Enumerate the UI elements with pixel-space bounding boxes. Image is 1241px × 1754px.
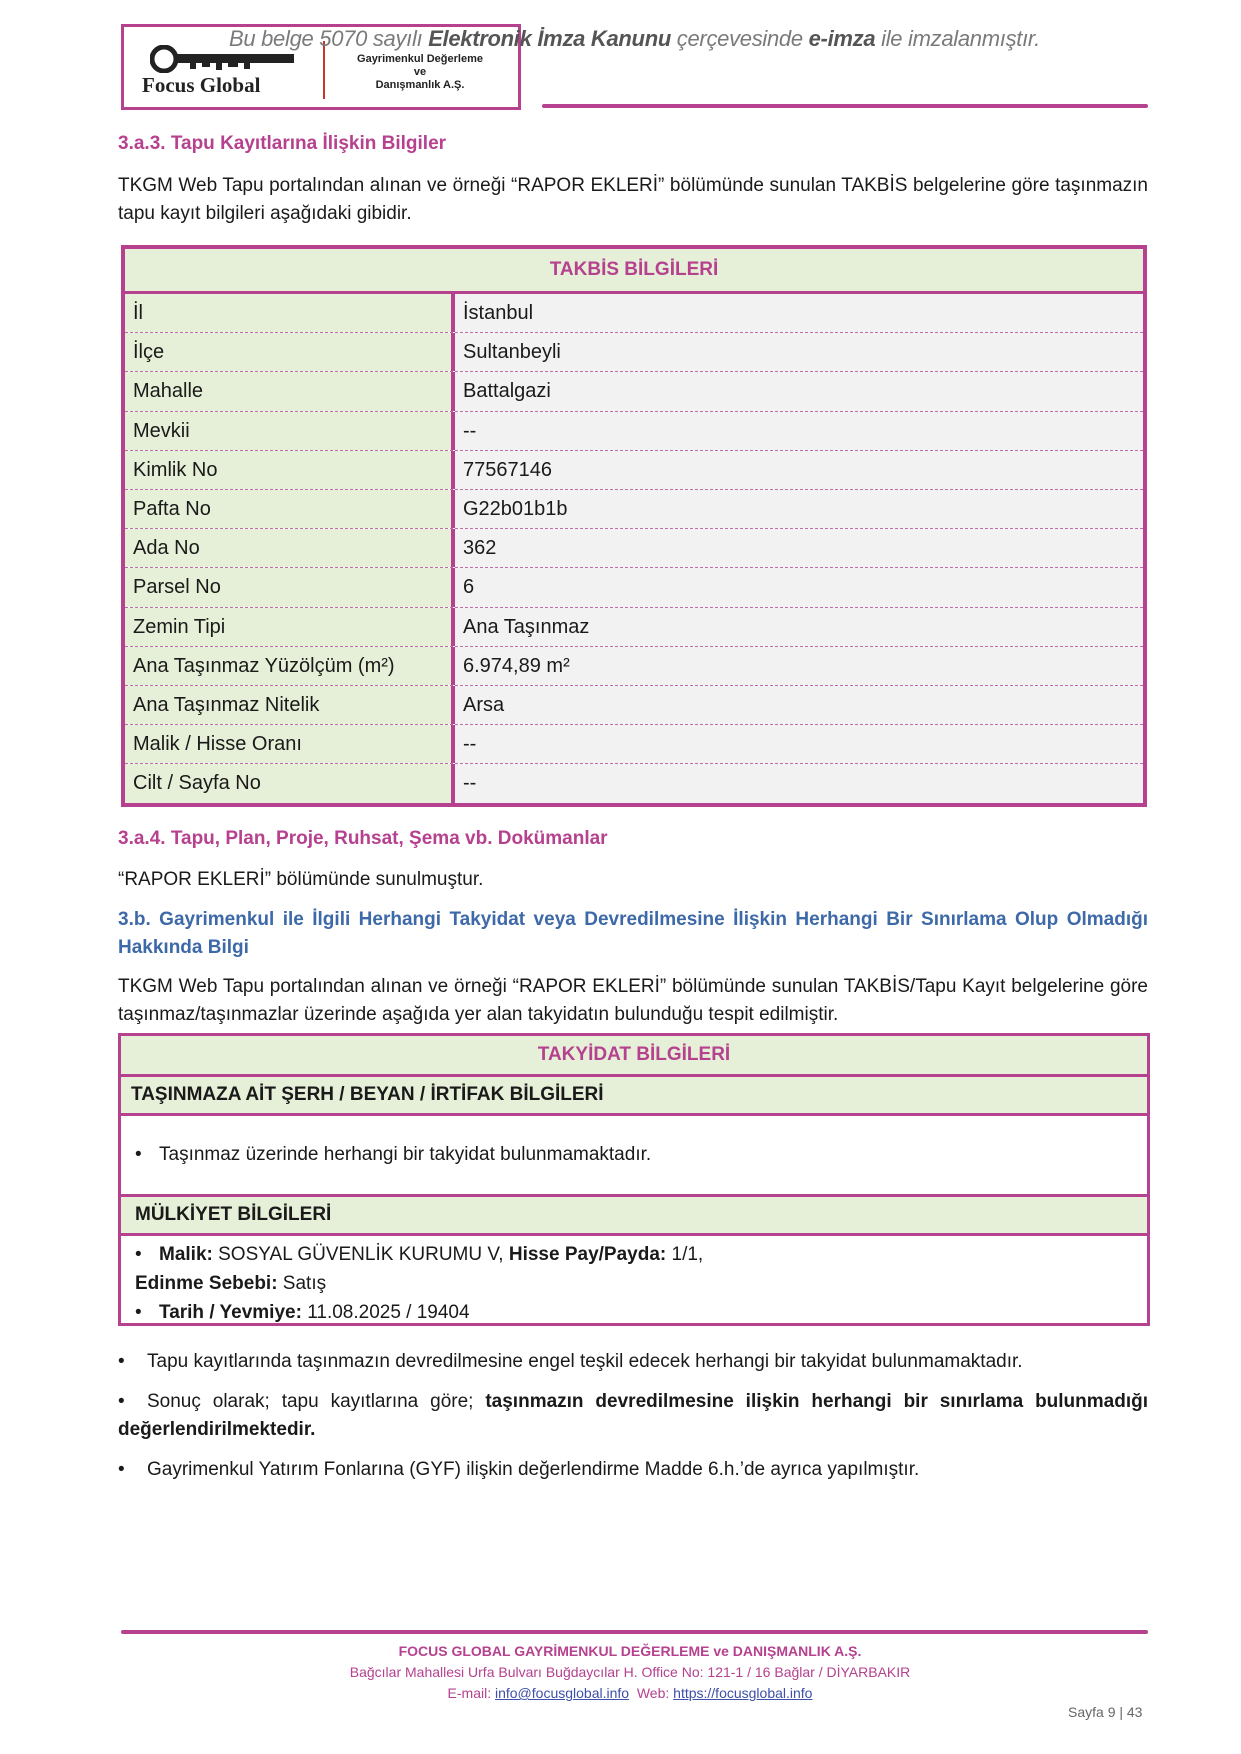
header-rule	[542, 104, 1148, 108]
row-label: Ada No	[125, 529, 455, 567]
bullet-2-bold: taşınmazın devredilmesine ilişkin herhangi bir sınırlama bulunmadığı değerlendirilmektedir.	[118, 1391, 1149, 1440]
row-value: 77567146	[455, 451, 1143, 489]
takbis-title: TAKBİS BİLGİLERİ	[125, 249, 1143, 294]
esign-eimza: e-imza	[808, 26, 876, 51]
email-label: E-mail:	[447, 1685, 495, 1701]
table-row	[125, 451, 1143, 490]
text-3a4: “RAPOR EKLERİ” bölümünde sunulmuştur.	[118, 869, 484, 890]
footer-rule	[121, 1630, 1148, 1634]
table-row	[125, 529, 1143, 568]
intro-3a3: TKGM Web Tapu portalından alınan ve örneği “RAPOR EKLERİ” bölümünde sunulan TAKBİS belgelerine göre taşınmazın tapu kayıt bilgileri aşağıdaki gibidir.	[118, 175, 1148, 224]
row-value: 362	[455, 529, 1143, 567]
row-label: Kimlik No	[125, 451, 455, 489]
table-row	[125, 333, 1143, 372]
hisse-label: Hisse Pay/Payda:	[508, 1244, 667, 1265]
logo-sub-line-2: ve	[413, 66, 427, 78]
tarih-line	[135, 1298, 1147, 1327]
table-row	[125, 294, 1143, 333]
bullet-icon: •	[135, 1144, 142, 1165]
hisse-value: 1/1,	[666, 1244, 704, 1265]
row-label: Cilt / Sayfa No	[125, 764, 455, 803]
row-label: Zemin Tipi	[125, 608, 455, 646]
malik-line	[135, 1240, 1147, 1269]
bullet-1-text: Tapu kayıtlarında taşınmazın devredilmesine engel teşkil edecek herhangi bir takyidat bulunmamaktadır.	[147, 1351, 1023, 1372]
bullet-1	[118, 1348, 1148, 1376]
row-label: Mahalle	[125, 372, 455, 410]
mulkiyet-section	[121, 1236, 1147, 1327]
row-label: Pafta No	[125, 490, 455, 528]
email-link[interactable]: info@focusglobal.info	[494, 1685, 630, 1701]
bullet-2	[118, 1388, 1148, 1444]
row-label: Ana Taşınmaz Yüzölçüm (m²)	[125, 647, 455, 685]
row-label: Parsel No	[125, 568, 455, 606]
footer-contact	[0, 1685, 1241, 1701]
bullet-icon: •	[135, 1302, 142, 1323]
logo-subtitle	[330, 53, 510, 92]
tarih-label: Tarih / Yevmiye:	[159, 1302, 302, 1323]
page-number: Sayfa 9 | 43	[1068, 1704, 1143, 1720]
esign-part: çerçevesinde	[670, 26, 809, 51]
table-row	[125, 568, 1143, 607]
table-row	[125, 490, 1143, 529]
row-value: Arsa	[455, 686, 1143, 724]
bullet-icon: •	[118, 1391, 125, 1412]
row-value: İstanbul	[455, 294, 1143, 332]
row-value: Sultanbeyli	[455, 333, 1143, 371]
row-label: Ana Taşınmaz Nitelik	[125, 686, 455, 724]
bullet-3	[118, 1456, 1148, 1484]
esign-law: Elektronik İmza Kanunu	[428, 26, 671, 51]
row-value: G22b01b1b	[455, 490, 1143, 528]
row-value: 6.974,89 m²	[455, 647, 1143, 685]
e-signature-notice	[229, 26, 1040, 52]
web-label: Web:	[629, 1685, 674, 1701]
takbis-rows	[125, 294, 1143, 803]
table-row	[125, 725, 1143, 764]
table-row	[125, 412, 1143, 451]
bullet-2-text: Sonuç olarak; tapu kayıtlarına göre;	[147, 1391, 486, 1412]
esign-part: ile imzalanmıştır.	[875, 26, 1040, 51]
takyidat-title: TAKYİDAT BİLGİLERİ	[121, 1036, 1147, 1077]
bullet-icon: •	[118, 1351, 125, 1372]
takyidat-table	[118, 1033, 1150, 1326]
bullet-icon: •	[135, 1244, 142, 1265]
malik-value: SOSYAL GÜVENLİK KURUMU V,	[212, 1244, 509, 1265]
edinme-line	[135, 1269, 1147, 1298]
tarih-value: 11.08.2025 / 19404	[301, 1302, 470, 1323]
row-label: Mevkii	[125, 412, 455, 450]
footer-address: Bağcılar Mahallesi Urfa Bulvarı Buğdaycılar H. Office No: 121-1 / 16 Bağlar / DİYARBAKIR	[349, 1664, 911, 1680]
intro-3b: TKGM Web Tapu portalından alınan ve örneği “RAPOR EKLERİ” bölümünde sunulan TAKBİS/Tapu Kayıt belgelerine göre taşınmaz/taşınmazlar üzerinde aşağıda yer alan takyidatın bulunduğu tespit edilmiştir.	[118, 976, 1148, 1025]
esign-part: Bu belge 5070 sayılı	[229, 26, 429, 51]
heading-3a4: 3.a.4. Tapu, Plan, Proje, Ruhsat, Şema vb. Dokümanlar	[118, 828, 608, 849]
row-value: Ana Taşınmaz	[455, 608, 1143, 646]
table-row	[125, 686, 1143, 725]
heading-3b: 3.b. Gayrimenkul ile İlgili Herhangi Takyidat veya Devredilmesine İlişkin Herhangi Bir Sınırlama Olup Olmadığı Hakkında Bilgi	[118, 909, 1148, 958]
takbis-table	[121, 245, 1147, 807]
row-label: İl	[125, 294, 455, 332]
logo-name: Focus Global	[142, 73, 261, 97]
serh-title: TAŞINMAZA AİT ŞERH / BEYAN / İRTİFAK BİLGİLERİ	[121, 1077, 1147, 1116]
table-row	[125, 372, 1143, 411]
bullet-3-text: Gayrimenkul Yatırım Fonlarına (GYF) ilişkin değerlendirme Madde 6.h.’de ayrıca yapılmıştır.	[147, 1459, 920, 1480]
row-value: --	[455, 764, 1143, 803]
mulkiyet-title: MÜLKİYET BİLGİLERİ	[121, 1197, 1147, 1236]
table-row	[125, 764, 1143, 803]
row-value: --	[455, 412, 1143, 450]
bullet-icon: •	[118, 1459, 125, 1480]
row-value: Battalgazi	[455, 372, 1143, 410]
row-value: --	[455, 725, 1143, 763]
serh-section	[121, 1116, 1147, 1197]
heading-3a3: 3.a.3. Tapu Kayıtlarına İlişkin Bilgiler	[118, 133, 447, 154]
logo-sub-line-1: Gayrimenkul Değerleme	[357, 53, 483, 65]
malik-label: Malik:	[159, 1244, 213, 1265]
logo-sub-line-3: Danışmanlık A.Ş.	[375, 79, 465, 91]
footer-company: FOCUS GLOBAL GAYRİMENKUL DEĞERLEME ve DANIŞMANLIK A.Ş.	[398, 1643, 862, 1659]
serh-item: Taşınmaz üzerinde herhangi bir takyidat bulunmamaktadır.	[159, 1144, 652, 1165]
web-link[interactable]: https://focusglobal.info	[673, 1685, 813, 1701]
table-row	[125, 647, 1143, 686]
row-label: İlçe	[125, 333, 455, 371]
edinme-label: Edinme Sebebi:	[135, 1273, 278, 1294]
edinme-value: Satış	[277, 1273, 327, 1294]
row-label: Malik / Hisse Oranı	[125, 725, 455, 763]
row-value: 6	[455, 568, 1143, 606]
table-row	[125, 608, 1143, 647]
